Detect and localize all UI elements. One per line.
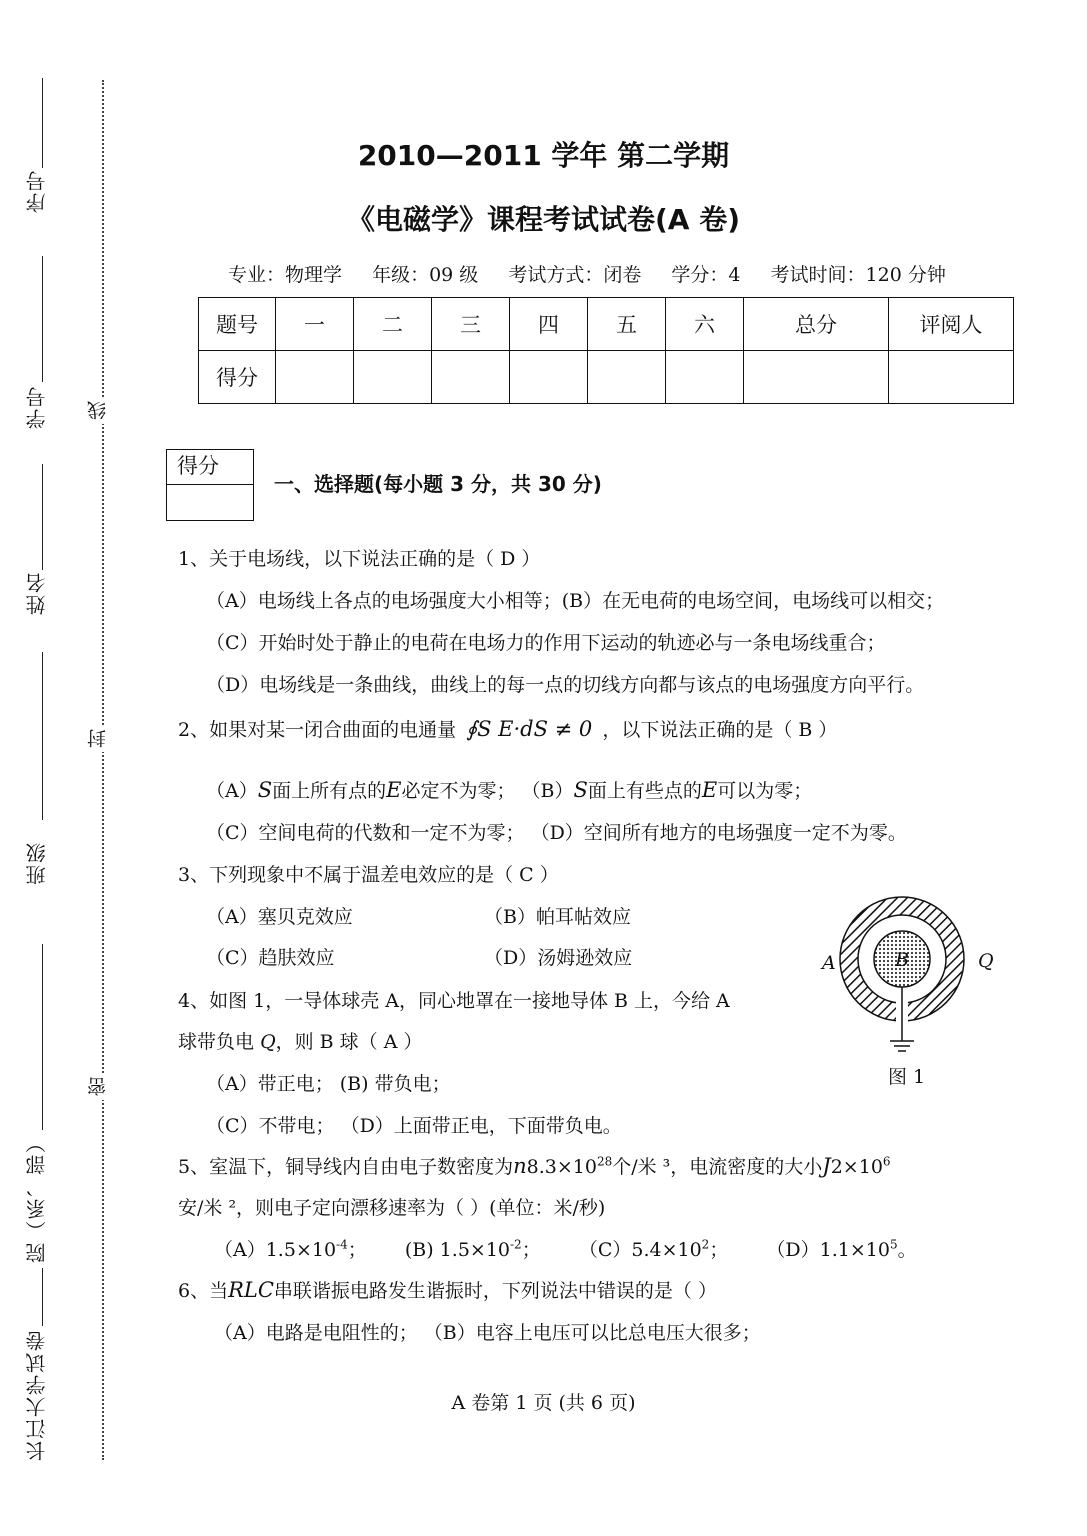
math-S: S (573, 778, 588, 802)
margin-label-class: 班级 (25, 841, 49, 885)
section-score-box (166, 449, 254, 521)
punct: ； (709, 1239, 729, 1261)
q6-text: 串联谐振电路发生谐振时，下列说法中错误的是（ ） (273, 1280, 717, 1302)
page-footer: A 卷第 1 页 (共 6 页) (451, 1392, 636, 1414)
q2-text: （A） (206, 780, 258, 802)
score-cell: 四 (510, 298, 588, 351)
q5-option-a: （A）1.5×10 (214, 1239, 337, 1261)
q1-stem: 1、关于电场线，以下说法正确的是（ D ） (178, 548, 541, 570)
q2-stem-post: ，以下说法正确的是（ B ） (602, 719, 838, 741)
math-RLC: RLC (228, 1278, 274, 1302)
q3-option-b: （B）帕耳帖效应 (484, 906, 631, 928)
q5-text: 8.3×10 (526, 1156, 597, 1178)
q2-text: 面上所有点的 (272, 780, 387, 802)
math-E-vector: E (701, 778, 718, 802)
figure-label-A: A (822, 952, 836, 974)
score-cell: 六 (666, 298, 744, 351)
score-cell: 三 (432, 298, 510, 351)
info-major: 专业：物理学 (228, 264, 343, 286)
q4-stem-2 (178, 1027, 422, 1054)
exam-subtitle: 《电磁学》课程考试试卷(A 卷) (346, 203, 740, 236)
seal-word-line: 线 (84, 398, 108, 424)
math-S: S (257, 778, 273, 802)
score-cell: 得分 (199, 351, 276, 404)
score-cell: 评阅人 (889, 298, 1014, 351)
exponent: 28 (596, 1154, 613, 1169)
math-J: J (822, 1154, 831, 1178)
margin-line-6 (42, 1268, 43, 1326)
q1-option-ab: （A）电场线上各点的电场强度大小相等；(B）在无电荷的电场空间，电场线可以相交； (206, 590, 945, 612)
figure-label-B: B (895, 949, 909, 971)
q2-text: 面上有些点的 (587, 780, 702, 802)
q6-option-ab: （A）电路是电阻性的； （B）电容上电压可以比总电压大很多； (214, 1322, 761, 1344)
q6-stem (178, 1276, 717, 1303)
q2-text: 可以为零； (717, 780, 813, 802)
margin-label-id: 学号 (25, 385, 49, 429)
q2-stem-pre: 2、如果对某一闭合曲面的电通量 (178, 719, 457, 741)
score-input-cell[interactable] (510, 351, 588, 404)
section-score-label: 得分 (167, 450, 253, 485)
q5-stem-2: 安/米 ²，则电子定向漂移速率为（ ）(单位：米/秒) (178, 1197, 606, 1219)
q5-text: 个/米 ³，电流密度的大小 (612, 1156, 823, 1178)
section-title: 一、选择题(每小题 3 分，共 30 分) (274, 472, 602, 496)
margin-label-dept: 院（系、部） (25, 1131, 49, 1263)
q5-stem-1 (178, 1152, 891, 1179)
margin-label-school: 长江大学试卷 (25, 1329, 49, 1461)
math-Q: Q (260, 1031, 276, 1053)
q4-text: ，则 B 球（ A ） (275, 1031, 423, 1053)
score-cell: 一 (276, 298, 354, 351)
exponent: 2 (701, 1237, 710, 1252)
exponent: -4 (336, 1237, 348, 1252)
score-cell: 题号 (199, 298, 276, 351)
seal-word-seal: 封 (84, 726, 108, 752)
info-time: 考试时间：120 分钟 (770, 264, 946, 286)
q5-option-b: (B) 1.5×10 (404, 1239, 510, 1261)
info-mode: 考试方式：闭卷 (508, 264, 642, 286)
q5-text: 5、室温下，铜导线内自由电子数密度为 (178, 1156, 514, 1178)
score-input-cell[interactable] (588, 351, 666, 404)
margin-line-2 (42, 256, 43, 382)
math-E-vector: E (386, 778, 402, 802)
figure-caption: 图 1 (888, 1066, 926, 1088)
score-input-cell[interactable] (666, 351, 744, 404)
punct: 。 (897, 1239, 917, 1261)
margin-line-3 (42, 464, 43, 570)
score-input-cell[interactable] (276, 351, 354, 404)
score-table-header-row (199, 298, 1014, 351)
exponent: 6 (882, 1154, 891, 1169)
punct: ； (521, 1239, 541, 1261)
exponent: 5 (889, 1237, 898, 1252)
q2-stem (178, 715, 837, 742)
q2-option-cd: （C）空间电荷的代数和一定不为零； （D）空间所有地方的电场强度一定不为零。 (206, 822, 907, 844)
exam-info (228, 260, 970, 287)
q4-stem-1: 4、如图 1，一导体球壳 A，同心地罩在一接地导体 B 上，今给 A (178, 990, 730, 1012)
margin-line-4 (42, 652, 43, 820)
q2-option-ab (206, 776, 812, 803)
punct: ； (347, 1239, 367, 1261)
q3-option-a: （A）塞贝克效应 (206, 906, 353, 928)
q3-stem: 3、下列现象中不属于温差电效应的是（ C ） (178, 864, 559, 886)
margin-label-name: 姓名 (25, 571, 49, 615)
q3-option-d: （D）汤姆逊效应 (484, 947, 633, 969)
seal-dotted-line (102, 80, 104, 1460)
score-cell: 二 (354, 298, 432, 351)
score-cell: 五 (588, 298, 666, 351)
q4-option-cd: （C）不带电； （D）上面带正电，下面带负电。 (206, 1115, 622, 1137)
q5-text: 2×10 (830, 1156, 883, 1178)
exam-title: 2010—2011 学年 第二学期 (357, 139, 730, 172)
figure-label-Q: Q (978, 950, 994, 972)
q2-text: 必定不为零； （B） (401, 780, 574, 802)
q5-option-c: （C）5.4×10 (578, 1239, 702, 1261)
info-credit: 学分：4 (671, 264, 741, 286)
q4-option-ab: （A）带正电； (B) 带负电； (206, 1073, 451, 1095)
exponent: -2 (510, 1237, 522, 1252)
score-input-cell[interactable] (889, 351, 1014, 404)
score-input-cell[interactable] (354, 351, 432, 404)
q4-text: 球带负电 (178, 1031, 255, 1053)
score-input-cell[interactable] (432, 351, 510, 404)
q5-option-d: （D）1.1×10 (766, 1239, 890, 1261)
q5-options (214, 1235, 917, 1262)
q1-option-d: （D）电场线是一条曲线，曲线上的每一点的切线方向都与该点的电场强度方向平行。 (206, 674, 925, 696)
q1-option-c: （C）开始时处于静止的电荷在电场力的作用下运动的轨迹必与一条电场线重合； (206, 632, 886, 654)
margin-label-seq: 序号 (25, 169, 49, 213)
score-table-score-row (199, 351, 1014, 404)
q6-text: 6、当 (178, 1280, 229, 1302)
math-n: n (513, 1154, 527, 1178)
flux-formula: ∮S E·dS ≠ 0 (466, 717, 593, 741)
seal-word-secret: 密 (84, 1074, 108, 1100)
score-table (198, 297, 1014, 404)
score-cell: 总分 (744, 298, 889, 351)
q3-option-c: （C）趋肤效应 (206, 947, 335, 969)
score-input-cell[interactable] (744, 351, 889, 404)
info-grade: 年级：09 级 (372, 264, 479, 286)
margin-line-5 (42, 944, 43, 1130)
